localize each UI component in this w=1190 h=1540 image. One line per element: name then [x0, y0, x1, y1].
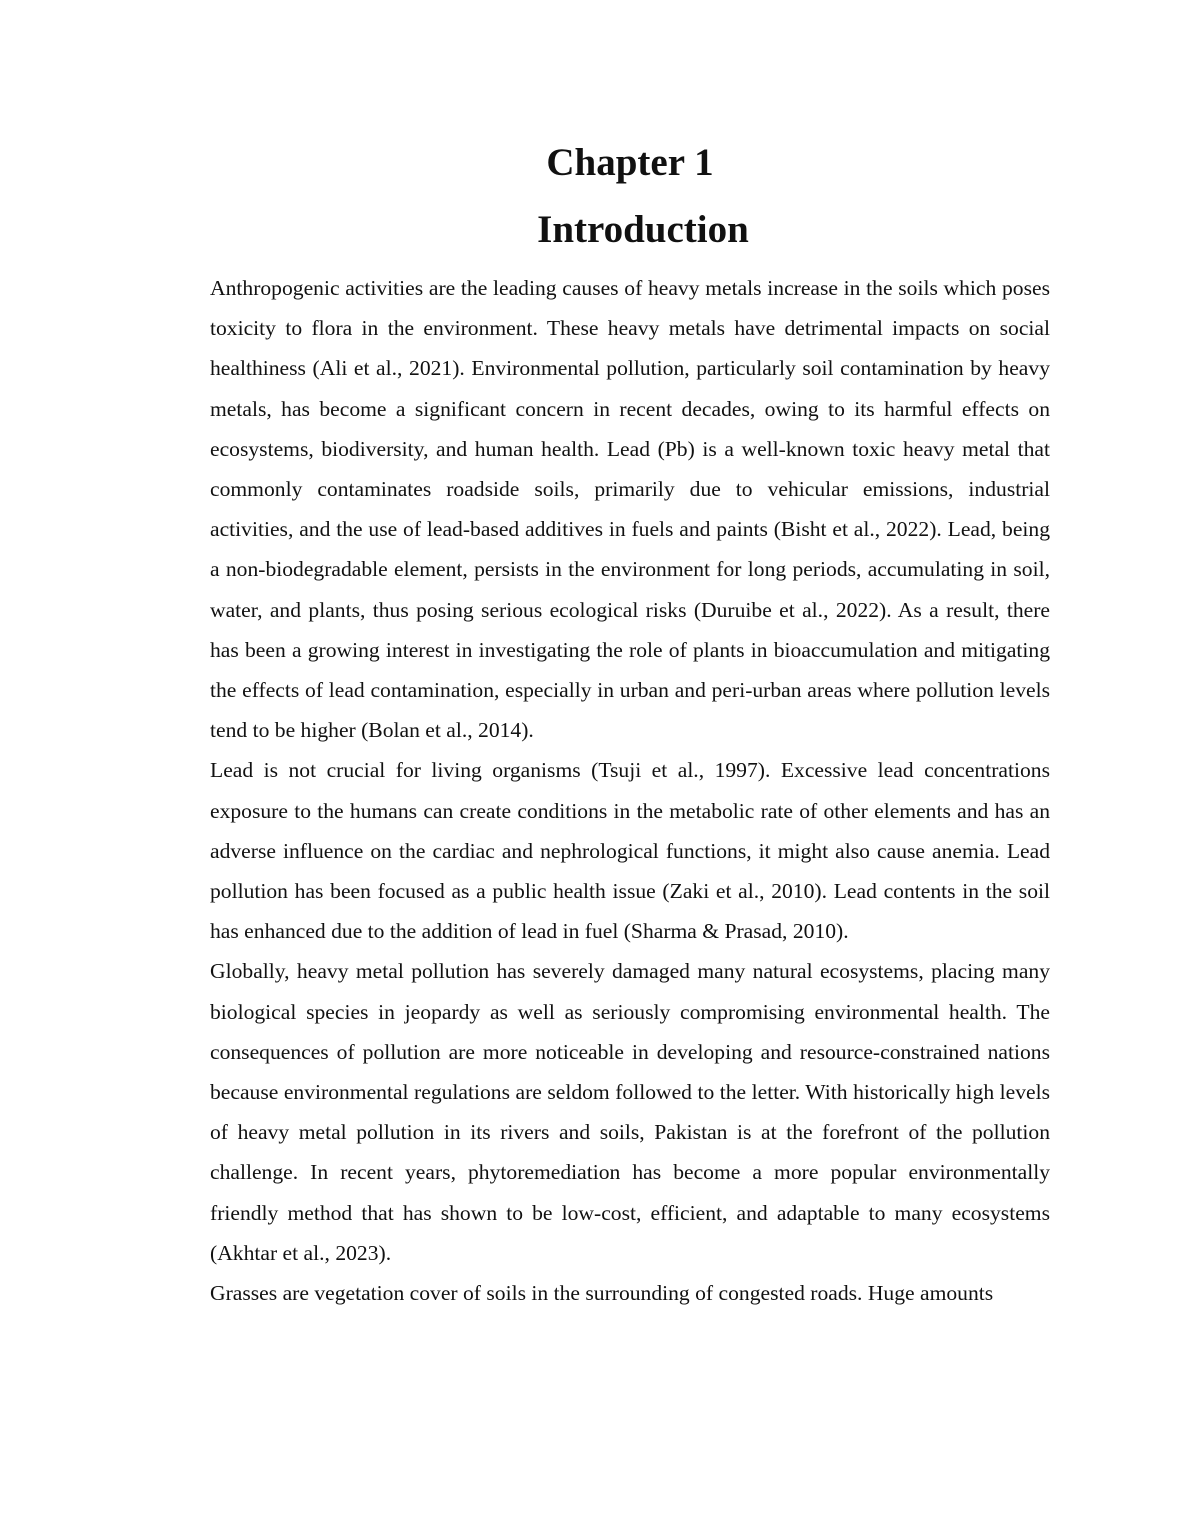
- paragraph: Lead is not crucial for living organisms (Tsuji et al., 1997). Excessive lead concentrations exposure to the humans can create conditions in the metabolic rate of other elements and has an adverse influence on the cardiac and nephrological functions, it might also cause anemia. Lead pollution has been focused as a public health issue (Zaki et al., 2010). Lead contents in the soil has enhanced due to the addition of lead in fuel (Sharma & Prasad, 2010).: [210, 758, 1050, 944]
- paragraph: Anthropogenic activities are the leading causes of heavy metals increase in the soils which poses toxicity to flora in the environment. These heavy metals have detrimental impacts on social healthiness (Ali et al., 2021). Environmental pollution, particularly soil contamination by heavy metals, has become a significant concern in recent decades, owing to its harmful effects on ecosystems, biodiversity, and human health. Lead (Pb) is a well-known toxic heavy metal that commonly contaminates roadside soils, primarily due to vehicular emissions, industrial activities, and the use of lead-based additives in fuels and paints (Bisht et al., 2022). Lead, being a non-biodegradable element, persists in the environment for long periods, accumulating in soil, water, and plants, thus posing serious ecological risks (Duruibe et al., 2022). As a result, there has been a growing interest in investigating the role of plants in bioaccumulation and mitigating the effects of lead contamination, especially in urban and peri-urban areas where pollution levels tend to be higher (Bolan et al., 2014).: [210, 276, 1050, 743]
- paragraph: Globally, heavy metal pollution has severely damaged many natural ecosystems, placing many biological species in jeopardy as well as seriously compromising environmental health. The consequences of pollution are more noticeable in developing and resource-constrained nations because environmental regulations are seldom followed to the letter. With historically high levels of heavy metal pollution in its rivers and soils, Pakistan is at the forefront of the pollution challenge. In recent years, phytoremediation has become a more popular environmentally friendly method that has shown to be low-cost, efficient, and adaptable to many ecosystems (Akhtar et al., 2023).: [210, 959, 1050, 1265]
- chapter-number: Chapter 1: [546, 141, 714, 184]
- chapter-body: [210, 268, 1050, 1313]
- chapter-title: Introduction: [537, 208, 749, 251]
- paragraph-partial: Grasses are vegetation cover of soils in the surrounding of congested roads. Huge amounts: [210, 1281, 994, 1306]
